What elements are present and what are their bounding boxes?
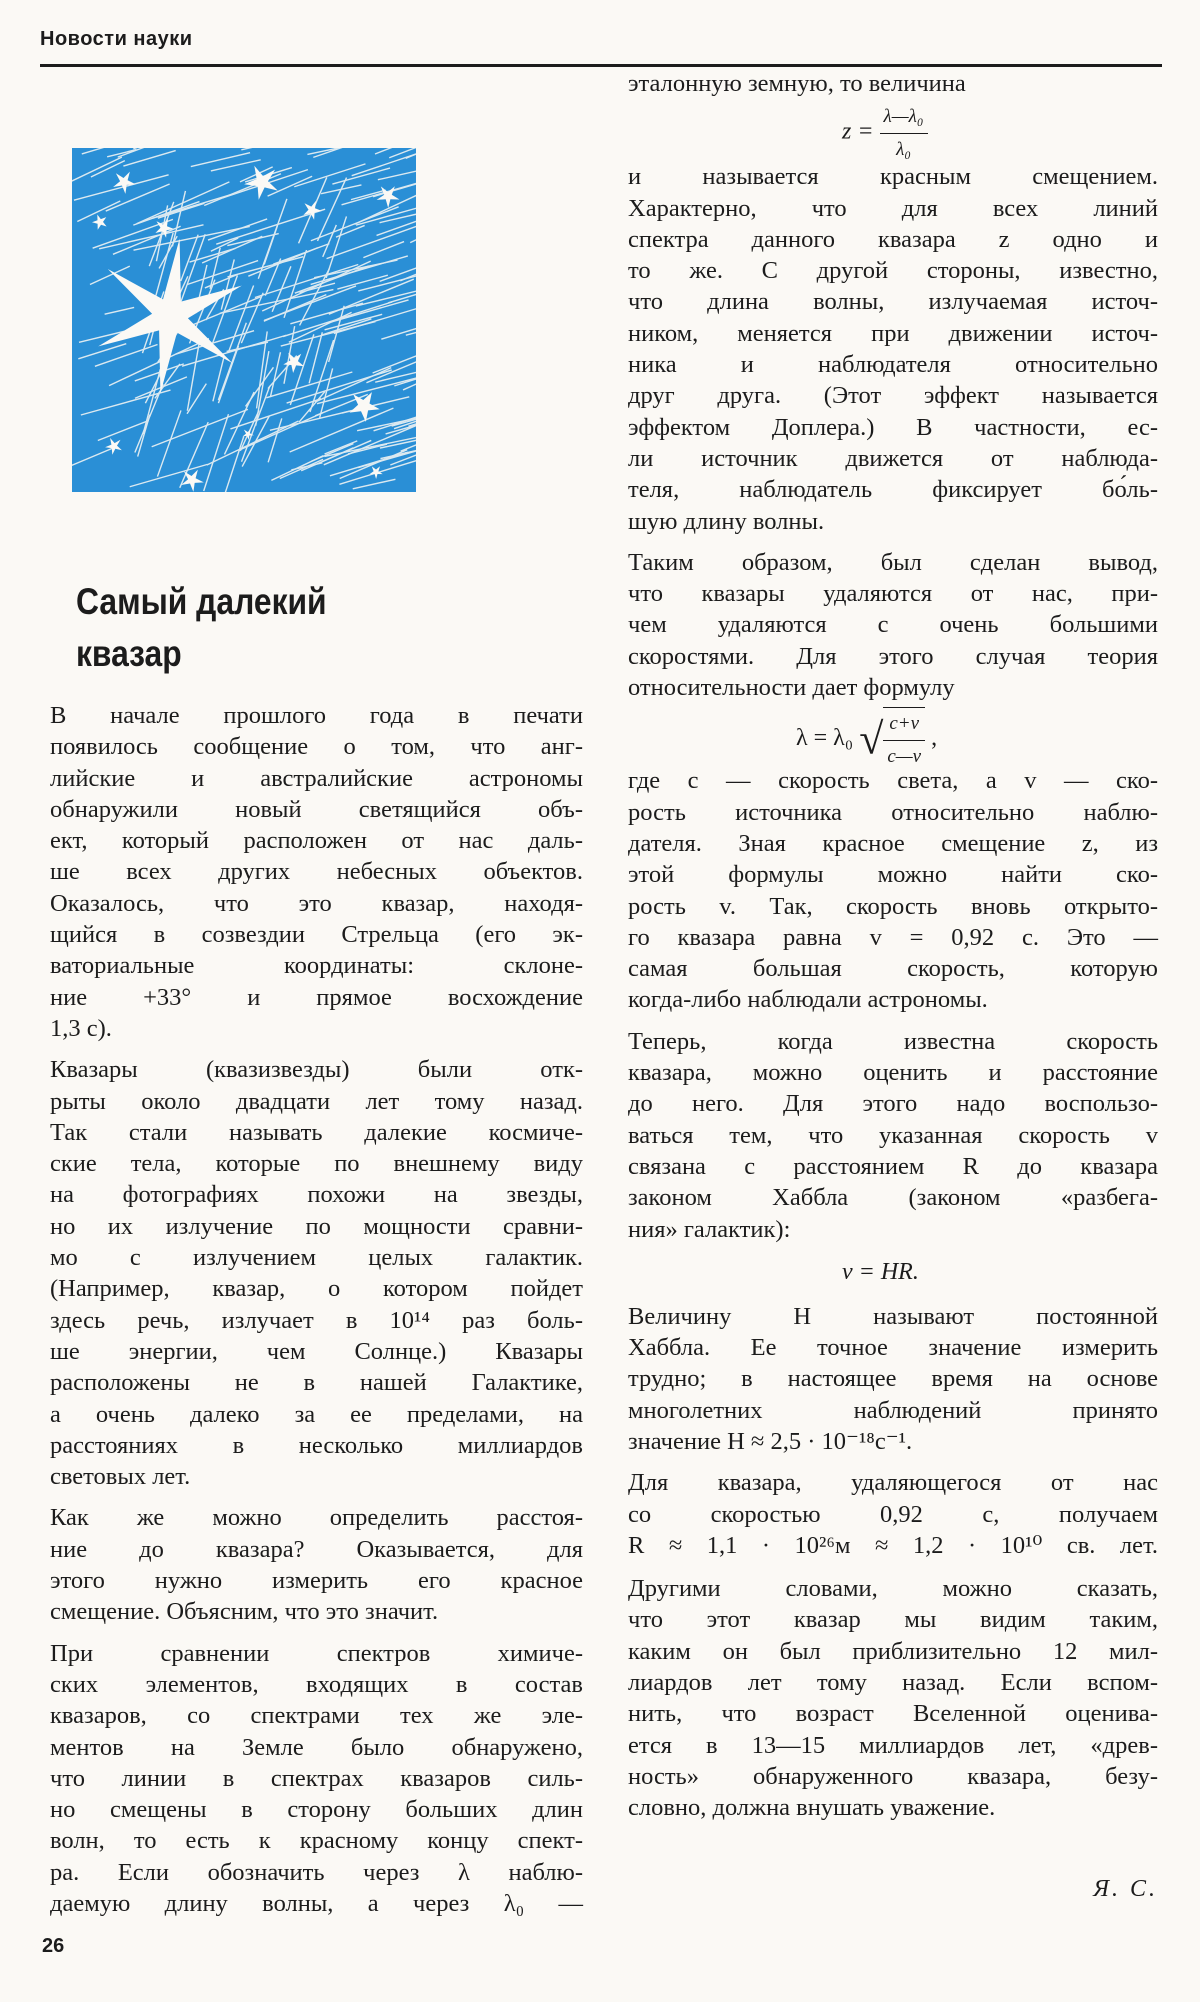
paragraph-line: этой формулы можно найти ско- (628, 861, 1158, 889)
paragraph-line: смещение. Объясним, что это значит. (50, 1598, 439, 1626)
paragraph-line: квазаров, со спектрами тех же эле- (50, 1702, 583, 1730)
paragraph-line: каким он был приблизительно 12 мил- (628, 1637, 1158, 1665)
formula-hubble-text: v = HR. (842, 1258, 919, 1285)
paragraph-line: мо с излучением целых галактик. (50, 1244, 583, 1272)
paragraph-line: щийся в созвездии Стрельца (его эк- (50, 921, 583, 949)
paragraph-line: рость v. Так, скорость вновь открыто- (628, 892, 1158, 920)
formula-relativistic (628, 703, 1158, 765)
paragraph-line: 1,3 с). (50, 1014, 112, 1042)
title-line-1: Самый далекий (76, 581, 327, 622)
paragraph-line: рыты около двадцати лет тому назад. (50, 1087, 583, 1115)
paragraph-line: самая большая скорость, которую (628, 955, 1158, 983)
paragraph-line: эталонную земную, то величина (628, 70, 966, 97)
paragraph-line: ваться тем, что указанная скорость v (628, 1121, 1158, 1149)
paragraph-line: Другими словами, можно сказать, (628, 1575, 1158, 1603)
formula-comma: , (931, 725, 938, 752)
paragraph-line: Величину H называют постоянной (628, 1302, 1158, 1330)
paragraph-line: и называется красным смещением. (628, 163, 1158, 191)
paragraph-line: ект, который расположен от нас даль- (50, 827, 583, 855)
paragraph-line: даемую длину волны, а через λ₀ — (50, 1889, 583, 1917)
paragraph-line: здесь речь, излучает в 10¹⁴ раз боль- (50, 1306, 583, 1334)
paragraph-line: ние до квазара? Оказывается, для (50, 1535, 583, 1563)
paragraph-line: шую длину волны. (628, 507, 825, 535)
formula-hubble (628, 1245, 1158, 1301)
paragraph-line: чем удаляются с очень большими (628, 611, 1158, 639)
paragraph-line: со скоростью 0,92 c, получаем (628, 1500, 1158, 1528)
author-signature: Я. С. (1093, 1876, 1158, 1902)
paragraph-line: многолетних наблюдений принято (628, 1396, 1158, 1424)
header-rule (40, 64, 1162, 67)
formula-denominator: c—v (887, 745, 922, 767)
paragraph-line: появилось сообщение о том, что анг- (50, 733, 583, 761)
paragraph-line: Для квазара, удаляющегося от нас (628, 1469, 1158, 1497)
paragraph-line: ше всех других небесных объектов. (50, 858, 583, 886)
paragraph-line: что этот квазар мы видим таким, (628, 1606, 1158, 1634)
formula-numerator: λ—λ₀ (880, 101, 928, 133)
paragraph-line: ником, меняется при движении источ- (628, 319, 1158, 347)
paragraph-line: Как же можно определить расстоя- (50, 1504, 583, 1532)
paragraph-line: словно, должна внушать уважение. (628, 1794, 996, 1822)
paragraph-line: связана с расстоянием R до квазара (628, 1152, 1158, 1180)
paragraph-line: Квазары (квазизвезды) были отк- (50, 1056, 583, 1084)
paragraph-line: световых лет. (50, 1463, 191, 1491)
paragraph-line: обнаружили новый светящийся объ- (50, 795, 583, 823)
paragraph-line: когда-либо наблюдали астрономы. (628, 986, 988, 1014)
paragraph-line: волн, то есть к красному концу спект- (50, 1827, 583, 1855)
paragraph-line: лийские и австралийские астрономы (50, 764, 583, 792)
formula-lhs: z = (842, 118, 874, 145)
paragraph-line: но смещены в сторону больших длин (50, 1796, 583, 1824)
paragraph-line: Характерно, что для всех линий (628, 194, 1158, 222)
paragraph-line: что квазары удаляются от нас, при- (628, 580, 1158, 608)
paragraph-line: законом Хаббла (законом «разбега- (628, 1184, 1158, 1212)
paragraph-line: Таким образом, был сделан вывод, (628, 548, 1158, 576)
paragraph-line: ется в 13—15 миллиардов лет, «древ- (628, 1731, 1158, 1759)
paragraph-line: ния» галактик): (628, 1215, 791, 1243)
paragraph-line: теля, наблюдатель фиксирует бо́ль- (628, 476, 1158, 504)
paragraph-line: ра. Если обозначить через λ наблю- (50, 1858, 583, 1886)
paragraph-line: что длина волны, излучаемая источ- (628, 288, 1158, 316)
paragraph-line: Так стали называть далекие космиче- (50, 1118, 583, 1146)
left-column (50, 700, 583, 1919)
starry-sky-comet-icon (72, 148, 416, 492)
paragraph-line: что линии в спектрах квазаров силь- (50, 1764, 583, 1792)
paragraph-line: трудно; в настоящее время на основе (628, 1365, 1158, 1393)
paragraph-line: где c — скорость света, а v — ско- (628, 767, 1158, 795)
paragraph-line: друг друга. (Этот эффект называется (628, 382, 1158, 410)
paragraph-line: го квазара равна v = 0,92 c. Это — (628, 923, 1158, 951)
formula-lhs: λ = λ₀ (796, 725, 854, 752)
paragraph-line: Теперь, когда известна скорость (628, 1027, 1158, 1055)
paragraph-line: относительности дает формулу (628, 674, 955, 702)
paragraph-line: ние +33° и прямое восхождение (50, 983, 583, 1011)
paragraph-line: до него. Для этого надо воспользо- (628, 1090, 1158, 1118)
paragraph-line: ских элементов, входящих в состав (50, 1670, 583, 1698)
paragraph-line: ника и наблюдателя относительно (628, 351, 1158, 379)
section-header: Новости науки (40, 28, 193, 50)
title-line-2: квазар (76, 633, 182, 674)
paragraph-line: При сравнении спектров химиче- (50, 1639, 583, 1667)
formula-denominator: λ₀ (896, 138, 911, 160)
paragraph-line: квазара, можно оценить и расстояние (628, 1059, 1158, 1087)
paragraph-line: В начале прошлого года в печати (50, 702, 583, 729)
paragraph-line: лиардов лет тому назад. Если вспом- (628, 1669, 1158, 1697)
paragraph-line: ше энергии, чем Солнце.) Квазары (50, 1337, 583, 1365)
paragraph-line: рость источника относительно наблю- (628, 798, 1158, 826)
paragraph-line: то же. С другой стороны, известно, (628, 257, 1158, 285)
paragraph-line: ность» обнаруженного квазара, безу- (628, 1762, 1158, 1790)
right-column (628, 68, 1158, 1824)
formula-numerator: c+v (883, 708, 925, 740)
paragraph-line: но их излучение по мощности сравни- (50, 1212, 583, 1240)
paragraph-line: значение H ≈ 2,5 · 10⁻¹⁸с⁻¹. (628, 1427, 913, 1455)
paragraph-line: Оказалось, что это квазар, находя- (50, 889, 583, 917)
page-number: 26 (42, 1935, 65, 1957)
formula-redshift (628, 99, 1158, 161)
paragraph-line: дателя. Зная красное смещение z, из (628, 829, 1158, 857)
paragraph-line: ли источник движется от наблюда- (628, 444, 1158, 472)
paragraph-line: на фотографиях похожи на звезды, (50, 1181, 583, 1209)
paragraph-line: расположены не в нашей Галактике, (50, 1369, 583, 1397)
paragraph-line: эффектом Доплера.) В частности, ес- (628, 413, 1158, 441)
paragraph-line: расстояниях в несколько миллиардов (50, 1431, 583, 1459)
paragraph-line: (Например, квазар, о котором пойдет (50, 1275, 583, 1303)
article-title (76, 576, 327, 680)
paragraph-line: нить, что возраст Вселенной оценива- (628, 1700, 1158, 1728)
paragraph-line: R ≈ 1,1 · 10²⁶м ≈ 1,2 · 10¹⁰ св. лет. (628, 1531, 1158, 1559)
paragraph-line: скоростями. Для этого случая теория (628, 642, 1158, 670)
paragraph-line: а очень далеко за ее пределами, на (50, 1400, 583, 1428)
paragraph-line: ские тела, которые по внешнему виду (50, 1150, 583, 1178)
paragraph-line: ваториальные координаты: склоне- (50, 952, 583, 980)
paragraph-line: ментов на Земле было обнаружено, (50, 1733, 583, 1761)
paragraph-line: спектра данного квазара z одно и (628, 225, 1158, 253)
paragraph-line: Хаббла. Ее точное значение измерить (628, 1334, 1158, 1362)
sqrt-icon: √ (859, 714, 884, 764)
paragraph-line: этого нужно измерить его красное (50, 1567, 583, 1595)
